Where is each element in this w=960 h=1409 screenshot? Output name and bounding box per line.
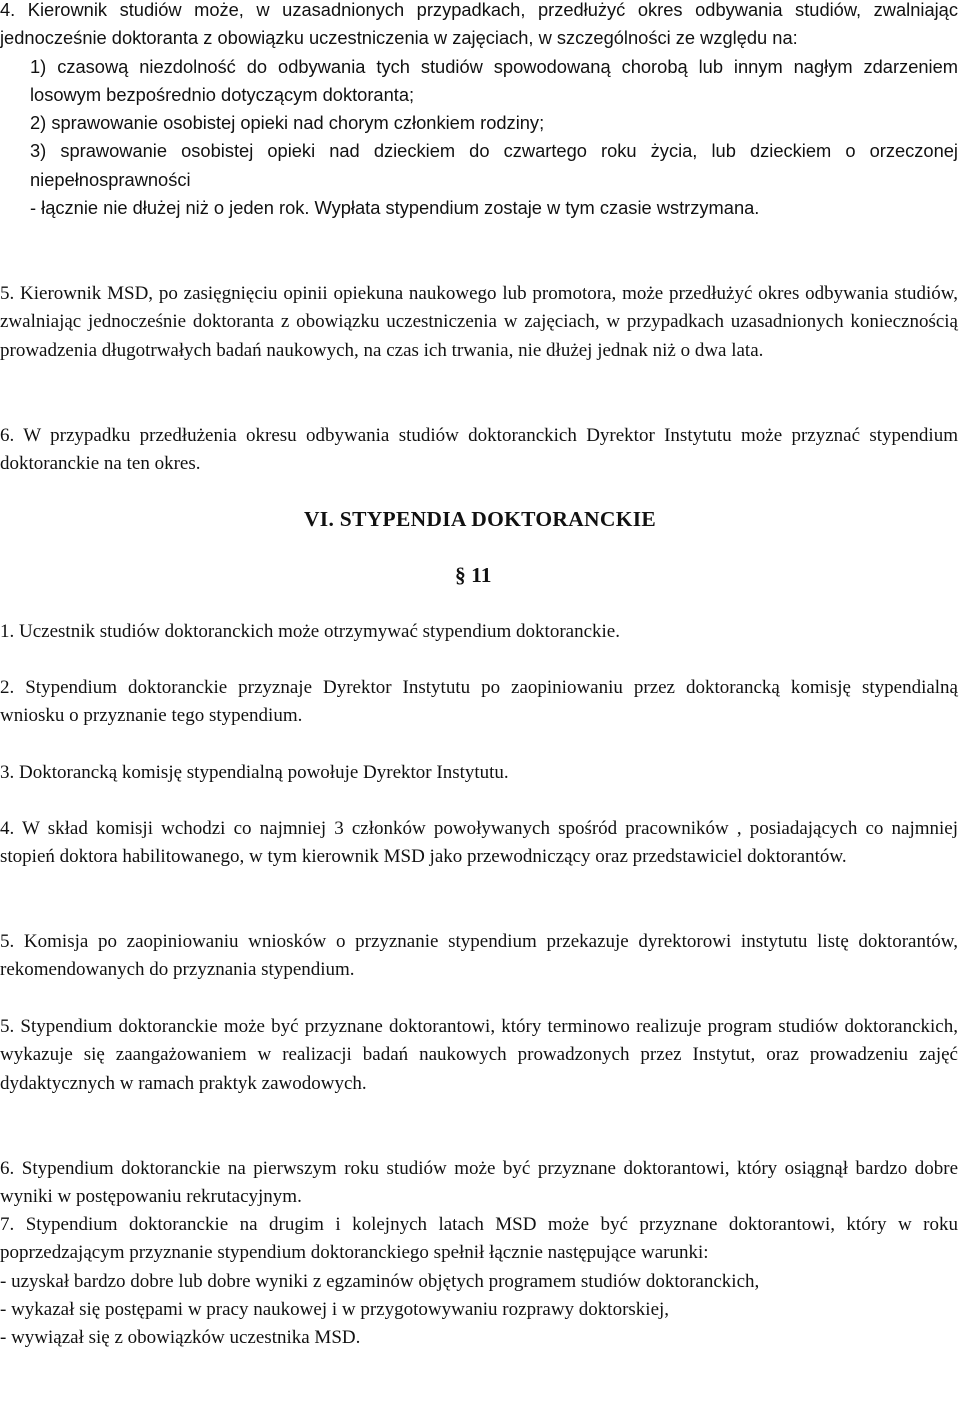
point-1: 1. Uczestnik studiów doktoranckich może otrzymywać stypendium doktoranckie. <box>0 621 620 642</box>
point-6: 6. Stypendium doktoranckie na pierwszym roku studiów może być przyznane doktorantowi, który osiągnął bardzo dobre wyniki w postępowaniu rekrutacyjnym. <box>0 1158 958 1208</box>
point-7-condition-3: - wywiązał się z obowiązków uczestnika MSD. <box>0 1327 361 1349</box>
section-4-tail: - łącznie nie dłużej niż o jeden rok. Wypłata stypendium zostaje w tym czasie wstrzymana. <box>30 197 760 219</box>
point-2: 2. Stypendium doktoranckie przyznaje Dyrektor Instytutu po zaopiniowaniu przez doktorancką komisję stypendialną wniosku o przyznanie tego stypendium. <box>0 677 958 727</box>
section-5: 5. Kierownik MSD, po zasięgnięciu opinii opiekuna naukowego lub promotora, może przedłużyć okres odbywania studiów, zwalniając jednocześnie doktoranta z obowiązku uczestniczenia w zajęciach, w przypadkach uzasadnionych koniecznością prowadzenia długotrwałych badań naukowych, na czas ich trwania, nie dłużej jednak niż o dwa lata. <box>0 283 958 361</box>
point-5b: 5. Stypendium doktoranckie może być przyznane doktorantowi, który terminowo realizuje program studiów doktoranckich, wykazuje się zaangażowaniem w realizacji badań naukowych prowadzonych przez Instytut, oraz prowadzeniu zajęć dydaktycznych w ramach praktyk zawodowych. <box>0 1016 958 1094</box>
section-4-item-2: 2) sprawowanie osobistej opieki nad chorym członkiem rodziny; <box>30 112 545 134</box>
section-4-intro: 4. Kierownik studiów może, w uzasadnionych przypadkach, przedłużyć okres odbywania studiów, zwalniając jednocześnie doktoranta z obowiązku uczestniczenia w zajęciach, w szczególności ze względu na: <box>0 0 958 49</box>
paragraph-mark: § 11 <box>455 563 492 587</box>
section-4-item-3: 3) sprawowanie osobistej opieki nad dzieckiem do czwartego roku życia, lub dzieckiem o orzeczonej niepełnosprawności <box>30 140 958 190</box>
section-6: 6. W przypadku przedłużenia okresu odbywania studiów doktoranckich Dyrektor Instytutu może przyznać stypendium doktoranckie na ten okres. <box>0 425 958 475</box>
point-7 <box>0 1211 958 1352</box>
chapter-title: VI. STYPENDIA DOKTORANCKIE <box>303 507 657 531</box>
section-4 <box>0 0 958 222</box>
point-5a: 5. Komisja po zaopiniowaniu wniosków o przyznanie stypendium przekazuje dyrektorowi instytutu listę doktorantów, rekomendowanych do przyznania stypendium. <box>0 931 958 981</box>
point-7-condition-2: - wykazał się postępami w pracy naukowej i w przygotowywaniu rozprawy doktorskiej, <box>0 1298 670 1320</box>
point-7-intro: 7. Stypendium doktoranckie na drugim i kolejnych latach MSD może być przyznane doktorantowi, który w roku poprzedzającym przyznanie stypendium doktoranckiego spełnił łącznie następujące warunki: <box>0 1214 958 1264</box>
point-7-condition-1: - uzyskał bardzo dobre lub dobre wyniki z egzaminów objętych programem studiów doktoranckich, <box>0 1270 760 1292</box>
point-4: 4. W skład komisji wchodzi co najmniej 3 członków powoływanych spośród pracowników , posiadających co najmniej stopień doktora habilitowanego, w tym kierownik MSD jako przewodniczący oraz przedstawiciel doktorantów. <box>0 818 958 868</box>
section-4-item-1: 1) czasową niezdolność do odbywania tych studiów spowodowaną chorobą lub innym nagłym zdarzeniem losowym bezpośrednio dotyczącym doktoranta; <box>30 55 958 105</box>
point-3: 3. Doktorancką komisję stypendialną powołuje Dyrektor Instytutu. <box>0 762 509 783</box>
